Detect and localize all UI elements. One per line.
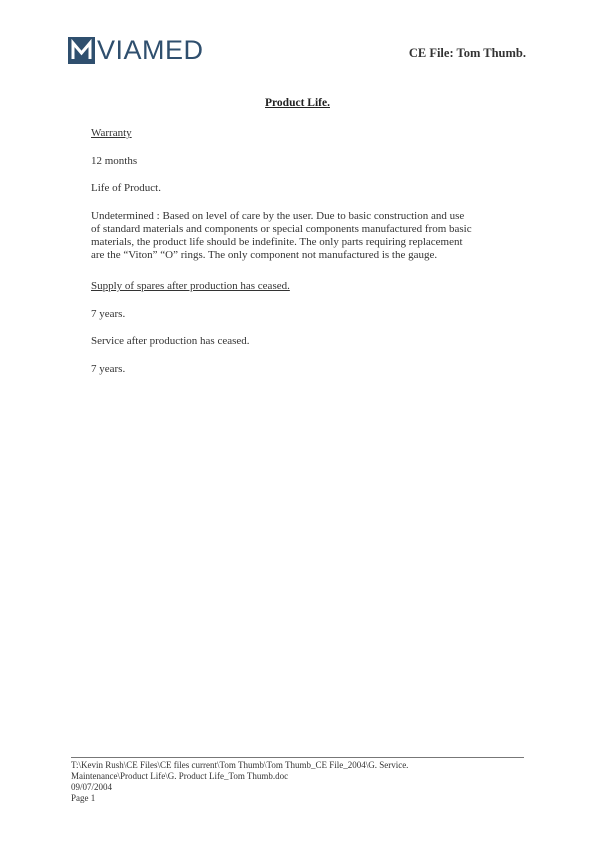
footer-page-number: Page 1	[71, 793, 96, 803]
warranty-value: 12 months	[91, 155, 138, 167]
life-line: materials, the product life should be indefinite. The only parts requiring replacement	[91, 236, 463, 248]
life-paragraph	[91, 210, 521, 262]
footer-divider	[71, 757, 524, 758]
logo-wordmark: VIAMED	[97, 34, 204, 65]
service-heading: Service after production has ceased.	[91, 335, 250, 347]
page-footer	[71, 760, 531, 804]
life-heading: Life of Product.	[91, 182, 161, 194]
life-line: Undetermined : Based on level of care by the user. Due to basic construction and use	[91, 210, 465, 222]
viamed-logo	[68, 33, 204, 67]
footer-file-path: T:\Kevin Rush\CE Files\CE files current\Tom Thumb\Tom Thumb_CE File_2004\G. Service.	[71, 760, 409, 770]
service-value: 7 years.	[91, 363, 126, 375]
header-title: CE File: Tom Thumb.	[408, 46, 526, 60]
spares-heading: Supply of spares after production has ceased.	[91, 280, 290, 292]
spares-value: 7 years.	[91, 308, 126, 320]
viamed-m-logo-icon	[68, 37, 95, 64]
footer-date: 09/07/2004	[71, 782, 113, 792]
footer-file-path-cont: Maintenance\Product Life\G. Product Life_Tom Thumb.doc	[71, 771, 289, 781]
document-title: Product Life.	[265, 97, 330, 109]
warranty-heading: Warranty	[91, 127, 132, 139]
life-line: are the “Viton” “O” rings. The only component not manufactured is the gauge.	[91, 249, 438, 261]
page-header	[0, 0, 595, 70]
life-line: of standard materials and components or special components manufactured from basic	[91, 223, 472, 235]
